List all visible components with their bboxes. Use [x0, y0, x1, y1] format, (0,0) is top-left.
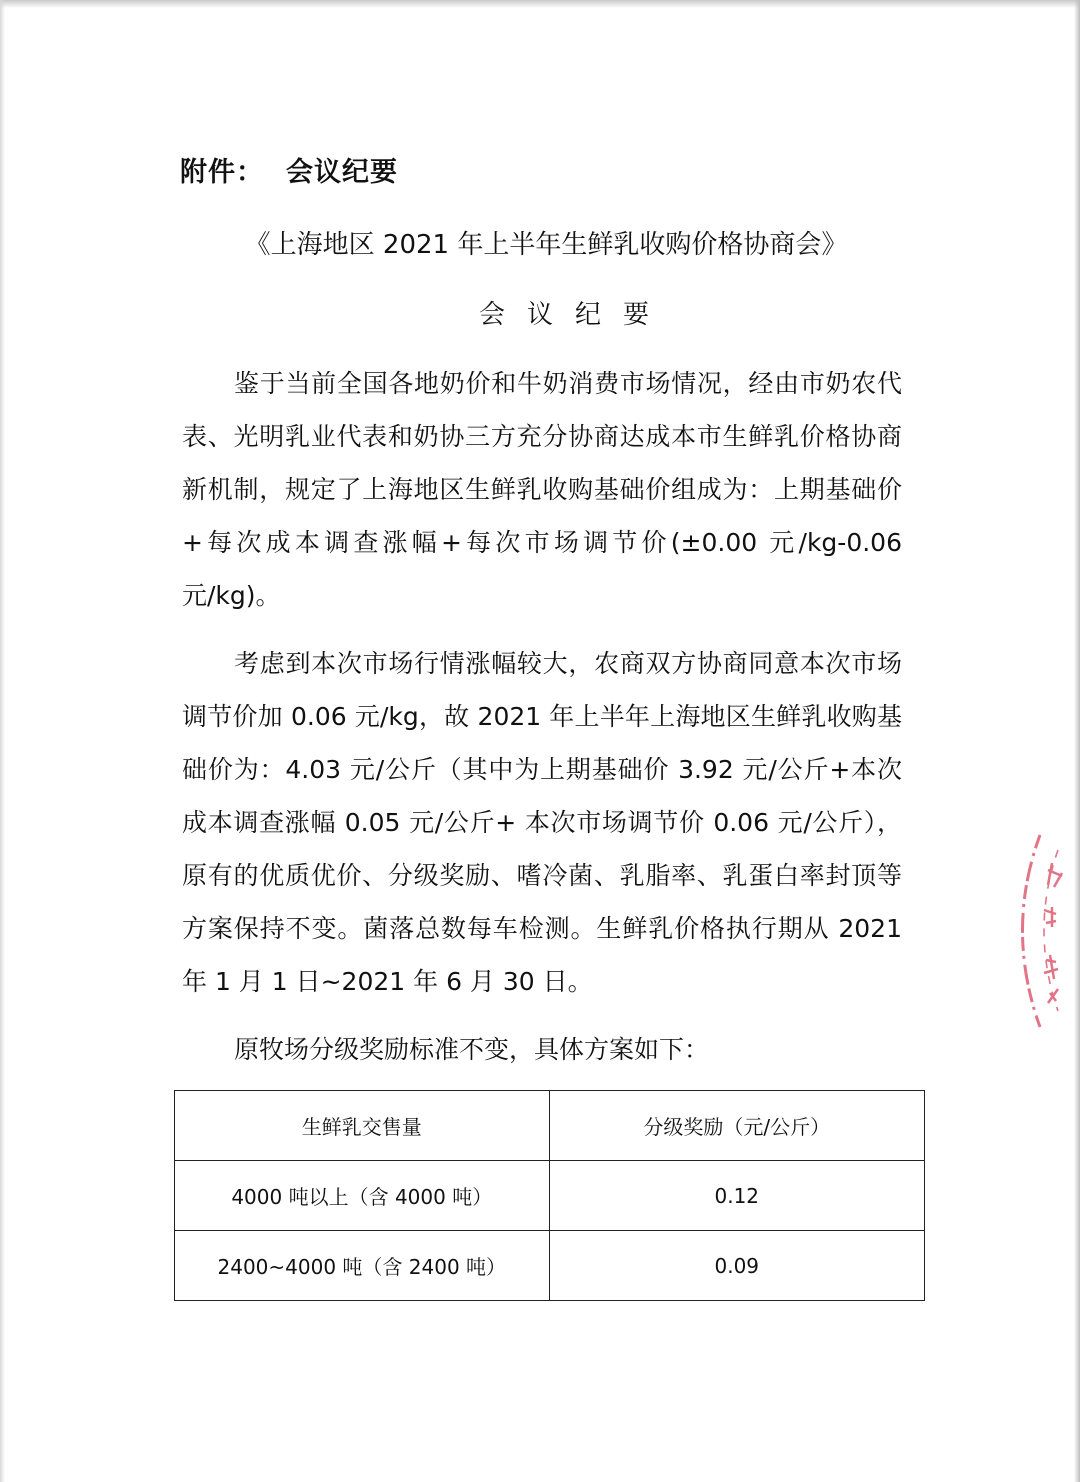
bonus-table	[174, 1090, 925, 1301]
table-header-row	[175, 1091, 925, 1161]
scan-edge	[1074, 0, 1080, 1482]
header-volume: 生鲜乳交售量	[175, 1091, 550, 1161]
scheme-intro: 原牧场分级奖励标准不变，具体方案如下：	[234, 1035, 710, 1064]
header-bonus: 分级奖励（元/公斤）	[549, 1091, 924, 1161]
red-seal-stamp	[1000, 815, 1080, 1045]
scan-edge	[0, 0, 1080, 8]
cell-bonus: 0.12	[549, 1161, 924, 1231]
scan-edge	[0, 0, 5, 1482]
cell-volume: 2400~4000 吨（含 2400 吨）	[175, 1231, 550, 1301]
cell-bonus: 0.09	[549, 1231, 924, 1301]
attachment-label: 附件：	[180, 157, 264, 188]
paragraph-price-adjustment: 考虑到本次市场行情涨幅较大，农商双方协商同意本次市场调节价加 0.06 元/kg，故 2021 年上半年上海地区生鲜乳收购基础价为：4.03 元/公斤（其中为上期基础价 3.92 元/公斤+本次成本调查涨幅 0.05 元/公斤+ 本次市场调节价 0.06 元/公斤），原有的优质优价、分级奖励、嗜冷菌、乳脂率、乳蛋白率封顶等方案保持不变。菌落总数每车检测。生鲜乳价格执行期从 2021 年 1 月 1 日~2021 年 6 月 30 日。	[182, 649, 902, 996]
table-row	[175, 1231, 925, 1301]
meeting-name: 《上海地区 2021 年上半年生鲜乳收购价格协商会》	[244, 230, 848, 260]
seal-mark	[1044, 907, 1056, 927]
attachment-heading	[180, 150, 398, 189]
attachment-title: 会议纪要	[286, 157, 398, 188]
cell-volume: 4000 吨以上（含 4000 吨）	[175, 1161, 550, 1231]
meeting-subtitle: 会议纪要	[478, 300, 671, 330]
seal-mark	[1048, 989, 1058, 1003]
seal-arc	[1023, 835, 1041, 1027]
table-row	[175, 1161, 925, 1231]
paragraph-price-mechanism: 鉴于当前全国各地奶价和牛奶消费市场情况，经由市奶农代表、光明乳业代表和奶协三方充分协商达成本市生鲜乳价格协商新机制，规定了上海地区生鲜乳收购基础价组成为：上期基础价+每次成本调查涨幅+每次市场调节价(±0.00 元/kg-0.06 元/kg)。	[182, 369, 902, 610]
seal-mark	[1048, 863, 1062, 887]
